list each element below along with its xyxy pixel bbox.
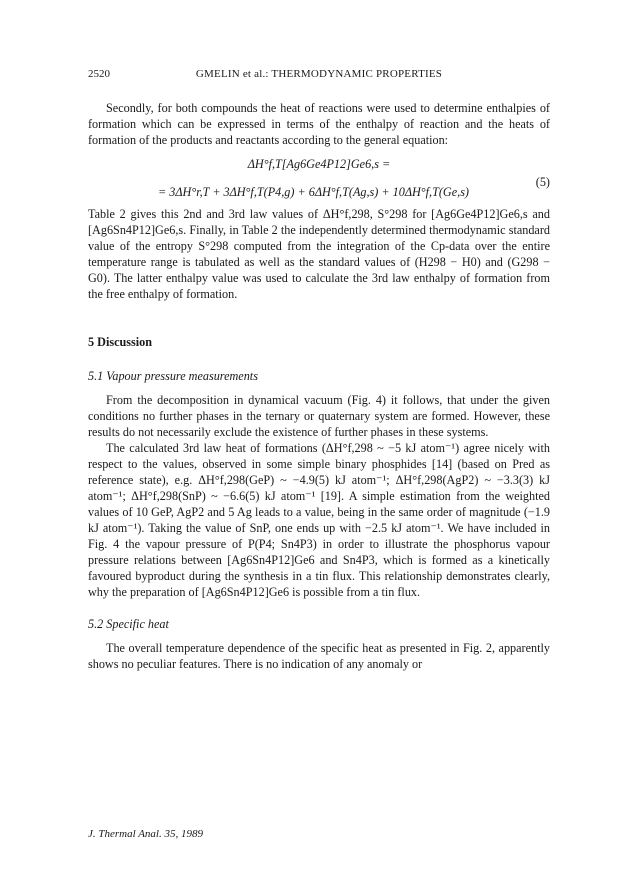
- equation-number: (5): [535, 175, 550, 189]
- equation-rhs: = 3ΔH°r,T + 3ΔH°f,T(P4,g) + 6ΔH°f,T(Ag,s) + 10ΔH°f,T(Ge,s): [158, 185, 469, 199]
- paragraph-specific-heat: The overall temperature dependence of the specific heat as presented in Fig. 2, apparently shows no peculiar features. There is no indication of any anomaly or: [88, 641, 550, 671]
- subsection-title-vapour: 5.1 Vapour pressure measurements: [88, 369, 258, 383]
- equation-row: [88, 175, 550, 200]
- paragraph-decomposition: From the decomposition in dynamical vacuum (Fig. 4) it follows, that under the given conditions no further phases in the ternary or quaternary system are formed. However, these results do not necessarily exclude the existence of further phases in these systems.: [88, 393, 550, 439]
- running-head: GMELIN et al.: THERMODYNAMIC PROPERTIES: [195, 68, 443, 80]
- page-header: [88, 68, 550, 84]
- journal-footer: J. Thermal Anal. 35, 1989: [88, 828, 203, 840]
- equation-lhs: ΔH°f,T[Ag6Ge4P12]Ge6,s =: [247, 157, 391, 171]
- body-text: [88, 100, 550, 672]
- page-number: 2520: [88, 68, 110, 80]
- section-title: 5 Discussion: [88, 335, 153, 349]
- subsection-title-specific-heat: 5.2 Specific heat: [88, 617, 169, 631]
- table2-paragraph: Table 2 gives this 2nd and 3rd law values of ΔH°f,298, S°298 for [Ag6Ge4P12]Ge6,s and [Ag6Sn4P12]Ge6,s. Finally, in Table 2 the independently determined thermodynamic standard value of the entropy S°298 computed from the integration of the Cp-data over the entire temperature range is tabulated as well as the standard values of (H298 − H0) and (G298 − G0). The latter enthalpy value was used to calculate the 3rd law enthalpy of formation from the free enthalpy of formation.: [88, 207, 550, 301]
- intro-paragraph: Secondly, for both compounds the heat of reactions were used to determine enthalpies of formation which can be expressed in terms of the enthalpy of reaction and the heats of formation of the products and reactants according to the general equation:: [88, 101, 550, 147]
- paragraph-heat-of-formation: The calculated 3rd law heat of formations (ΔH°f,298 ~ −5 kJ atom⁻¹) agree nicely with respect to the values, observed in some simple binary phosphides [14] (based on Pred as reference state), e.g. ΔH°f,298(GeP) ~ −4.9(5) kJ atom⁻¹; ΔH°f,298(AgP2) ~ −3.3(3) kJ atom⁻¹; ΔH°f,298(SnP) ~ −6.6(5) kJ atom⁻¹ [19]. A simple estimation from the weighted values of 10 GeP, AgP2 and 5 Ag leads to a value, being in the same order of magnitude (−1.9 kJ atom⁻¹). Taking the value of SnP, one ends up with −2.5 kJ atom⁻¹. We have included in Fig. 4 the vapour pressure of P(P4; Sn4P3) in order to illustrate the phosphorus vapour pressure relations between [Ag6Sn4P12]Ge6 and Sn4P3, which is formed as a kinetically favoured byproduct during the synthesis in a tin flux. This relationship demonstrates clearly, why the preparation of [Ag6Sn4P12]Ge6 is possible from a tin flux.: [88, 441, 550, 599]
